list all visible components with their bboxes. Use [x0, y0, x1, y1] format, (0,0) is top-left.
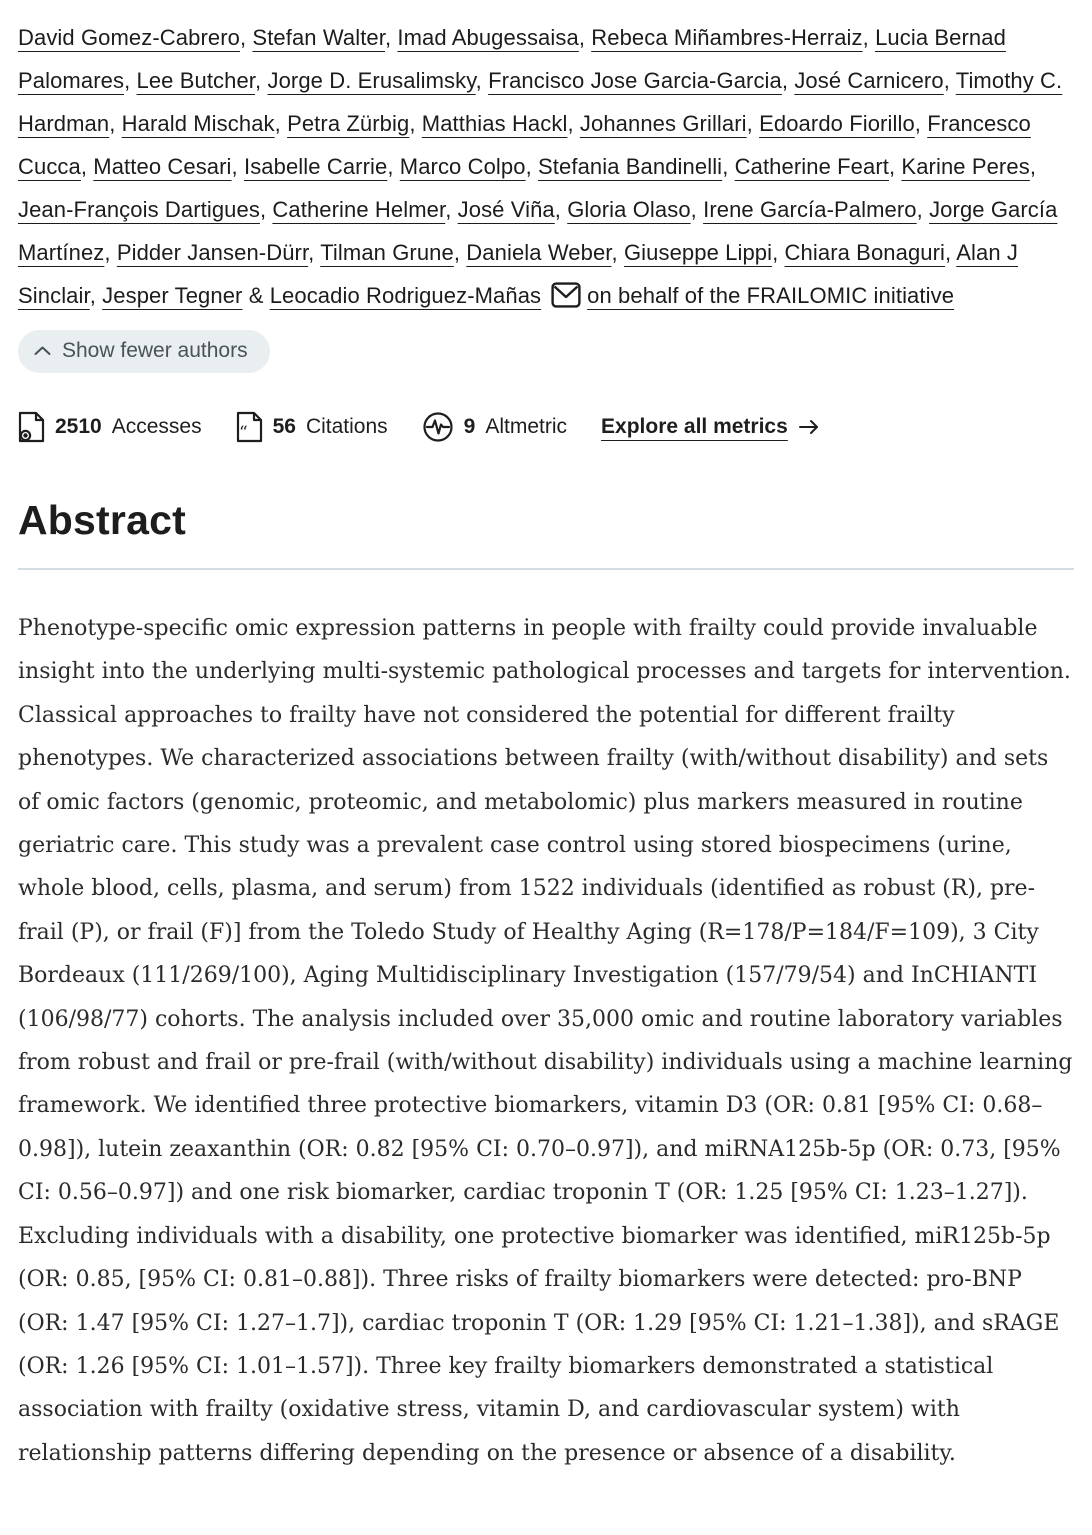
author-link[interactable]: Giuseppe Lippi — [623, 240, 773, 265]
author-link[interactable]: Catherine Feart — [734, 154, 889, 179]
show-fewer-authors-button[interactable] — [18, 330, 270, 373]
author-link[interactable]: Imad Abugessaisa — [397, 25, 579, 50]
author-link[interactable]: Tilman Grune — [320, 240, 454, 265]
section-divider — [18, 568, 1074, 570]
author-link[interactable]: Pidder Jansen-Dürr — [116, 240, 309, 265]
citations-count: 56 — [272, 415, 296, 438]
altmetric-icon — [422, 411, 454, 443]
author-link[interactable]: Stefania Bandinelli — [538, 154, 723, 179]
altmetric-count: 9 — [463, 415, 476, 438]
author-link[interactable]: Francisco Jose Garcia-Garcia — [488, 68, 782, 93]
explore-all-metrics-label: Explore all metrics — [601, 415, 788, 438]
author-link[interactable]: José Viña — [457, 197, 555, 222]
citations-label: Citations — [305, 415, 388, 438]
author-link[interactable]: Matteo Cesari — [93, 154, 232, 179]
author-link[interactable]: José Carnicero — [794, 68, 944, 93]
accesses-count: 2510 — [55, 415, 102, 438]
envelope-icon[interactable] — [551, 282, 581, 308]
author-link[interactable]: Rebeca Miñambres-Herraiz — [591, 25, 863, 50]
explore-all-metrics-link[interactable] — [601, 415, 820, 439]
author-link[interactable]: Matthias Hackl — [421, 111, 568, 136]
arrow-right-icon — [798, 419, 820, 435]
author-link[interactable]: Catherine Helmer — [272, 197, 446, 222]
author-link[interactable]: Harald Mischak — [121, 111, 275, 136]
author-link[interactable]: Johannes Grillari — [579, 111, 747, 136]
abstract-text: Phenotype-specific omic expression patterns in people with frailty could provide invaluable insight into the underlying multi-systemic pathological processes and targets for intervention. Classical approaches to frailty have not considered the potential for different frailty phenotypes. We characterized associations between frailty (with/without disability) and sets of omic factors (genomic, proteomic, and metabolomic) plus markers measured in routine geriatric care. This study was a prevalent case control using stored biospecimens (urine, whole blood, cells, plasma, and serum) from 1522 individuals (identified as robust (R), pre-frail (P), or frail (F)] from the Toledo Study of Healthy Aging (R=178/P=184/F=109), 3 City Bordeaux (111/269/100), Aging Multidisciplinary Investigation (157/79/54) and InCHIANTI (106/98/77) cohorts. The analysis included over 35,000 omic and routine laboratory variables from robust and frail or pre-frail (with/without disability) individuals using a machine learning framework. We identified three protective biomarkers, vitamin D3 (OR: 0.81 [95% CI: 0.68–0.98]), lutein zeaxanthin (OR: 0.82 [95% CI: 0.70–0.97]), and miRNA125b-5p (OR: 0.73, [95% CI: 0.56–0.97]) and one risk biomarker, cardiac troponin T (OR: 1.25 [95% CI: 1.23–1.27]). Excluding individuals with a disability, one protective biomarker was identified, miR125b-5p (OR: 0.85, [95% CI: 0.81–0.88]). Three risks of frailty biomarkers were detected: pro-BNP (OR: 1.47 [95% CI: 1.27–1.7]), cardiac troponin T (OR: 1.29 [95% CI: 1.21–1.38]), and sRAGE (OR: 1.26 [95% CI: 1.01–1.57]). Three key frailty biomarkers demonstrated a statistical association with frailty (oxidative stress, vitamin D, and cardiovascular system) with relationship patterns differing depending on the presence or absence of a disability. — [18, 616, 1073, 1466]
author-link[interactable]: Stefan Walter — [252, 25, 385, 50]
author-list — [18, 16, 1074, 317]
author-link[interactable]: Gloria Olaso — [567, 197, 691, 222]
author-link[interactable]: Alan J Sinclair — [18, 240, 1018, 308]
author-link[interactable]: Jesper Tegner — [102, 283, 243, 308]
author-link[interactable]: Irene García-Palmero — [703, 197, 917, 222]
author-link[interactable]: Jean-François Dartigues — [18, 197, 260, 222]
svg-text:“: “ — [238, 423, 248, 443]
author-link[interactable]: Petra Zürbig — [287, 111, 410, 136]
author-link[interactable]: Lucia Bernad Palomares — [18, 25, 1006, 93]
author-link[interactable]: David Gomez-Cabrero — [18, 25, 240, 50]
author-names: David Gomez-Cabrero, Stefan Walter, Imad Abugessaisa, Rebeca Miñambres-Herraiz, Lucia Bernad Palomares, Lee Butcher, Jorge D. Erusalimsky, Francisco Jose Garcia-Garcia, José Carnicero, Timothy C. Hardman, Harald Mischak, Petra Zürbig, Matthias Hackl, Johannes Grillari, Edoardo Fiorillo, Francesco Cucca, Matteo Cesari, Isabelle Carrie, Marco Colpo, Stefania Bandinelli, Catherine Feart, Karine Peres, Jean-François Dartigues, Catherine Helmer, José Viña, Gloria Olaso, Irene García-Palmero, Jorge García Martínez, Pidder Jansen-Dürr, Tilman Grune, Daniela Weber, Giuseppe Lippi, Chiara Bonaguri, Alan J Sinclair, Jesper Tegner & Leocadio Rodriguez-Mañas — [18, 25, 1063, 308]
author-link[interactable]: Daniela Weber — [466, 240, 612, 265]
group-link[interactable]: on behalf of the FRAILOMIC initiative — [587, 283, 955, 308]
abstract-heading: Abstract — [18, 497, 186, 543]
accesses-icon — [18, 411, 45, 443]
chevron-up-icon — [34, 346, 51, 356]
author-link[interactable]: Jorge D. Erusalimsky — [267, 68, 476, 93]
metric-accesses — [18, 411, 202, 443]
author-link[interactable]: Francesco Cucca — [18, 111, 1031, 179]
citations-icon — [236, 411, 263, 443]
metric-citations — [236, 411, 388, 443]
author-link[interactable]: Isabelle Carrie — [243, 154, 388, 179]
metric-altmetric — [422, 411, 567, 443]
author-link[interactable]: Jorge García Martínez — [18, 197, 1058, 265]
altmetric-label: Altmetric — [485, 415, 568, 438]
author-link[interactable]: Karine Peres — [901, 154, 1030, 179]
show-fewer-label: Show fewer authors — [62, 339, 248, 362]
author-link[interactable]: Edoardo Fiorillo — [759, 111, 915, 136]
author-link[interactable]: Chiara Bonaguri — [784, 240, 946, 265]
author-link[interactable]: Lee Butcher — [136, 68, 256, 93]
accesses-label: Accesses — [111, 415, 202, 438]
author-link[interactable]: Timothy C. Hardman — [18, 68, 1063, 136]
metrics-bar — [18, 411, 1074, 443]
author-link[interactable]: Marco Colpo — [399, 154, 526, 179]
author-link[interactable]: Leocadio Rodriguez-Mañas — [269, 283, 542, 308]
